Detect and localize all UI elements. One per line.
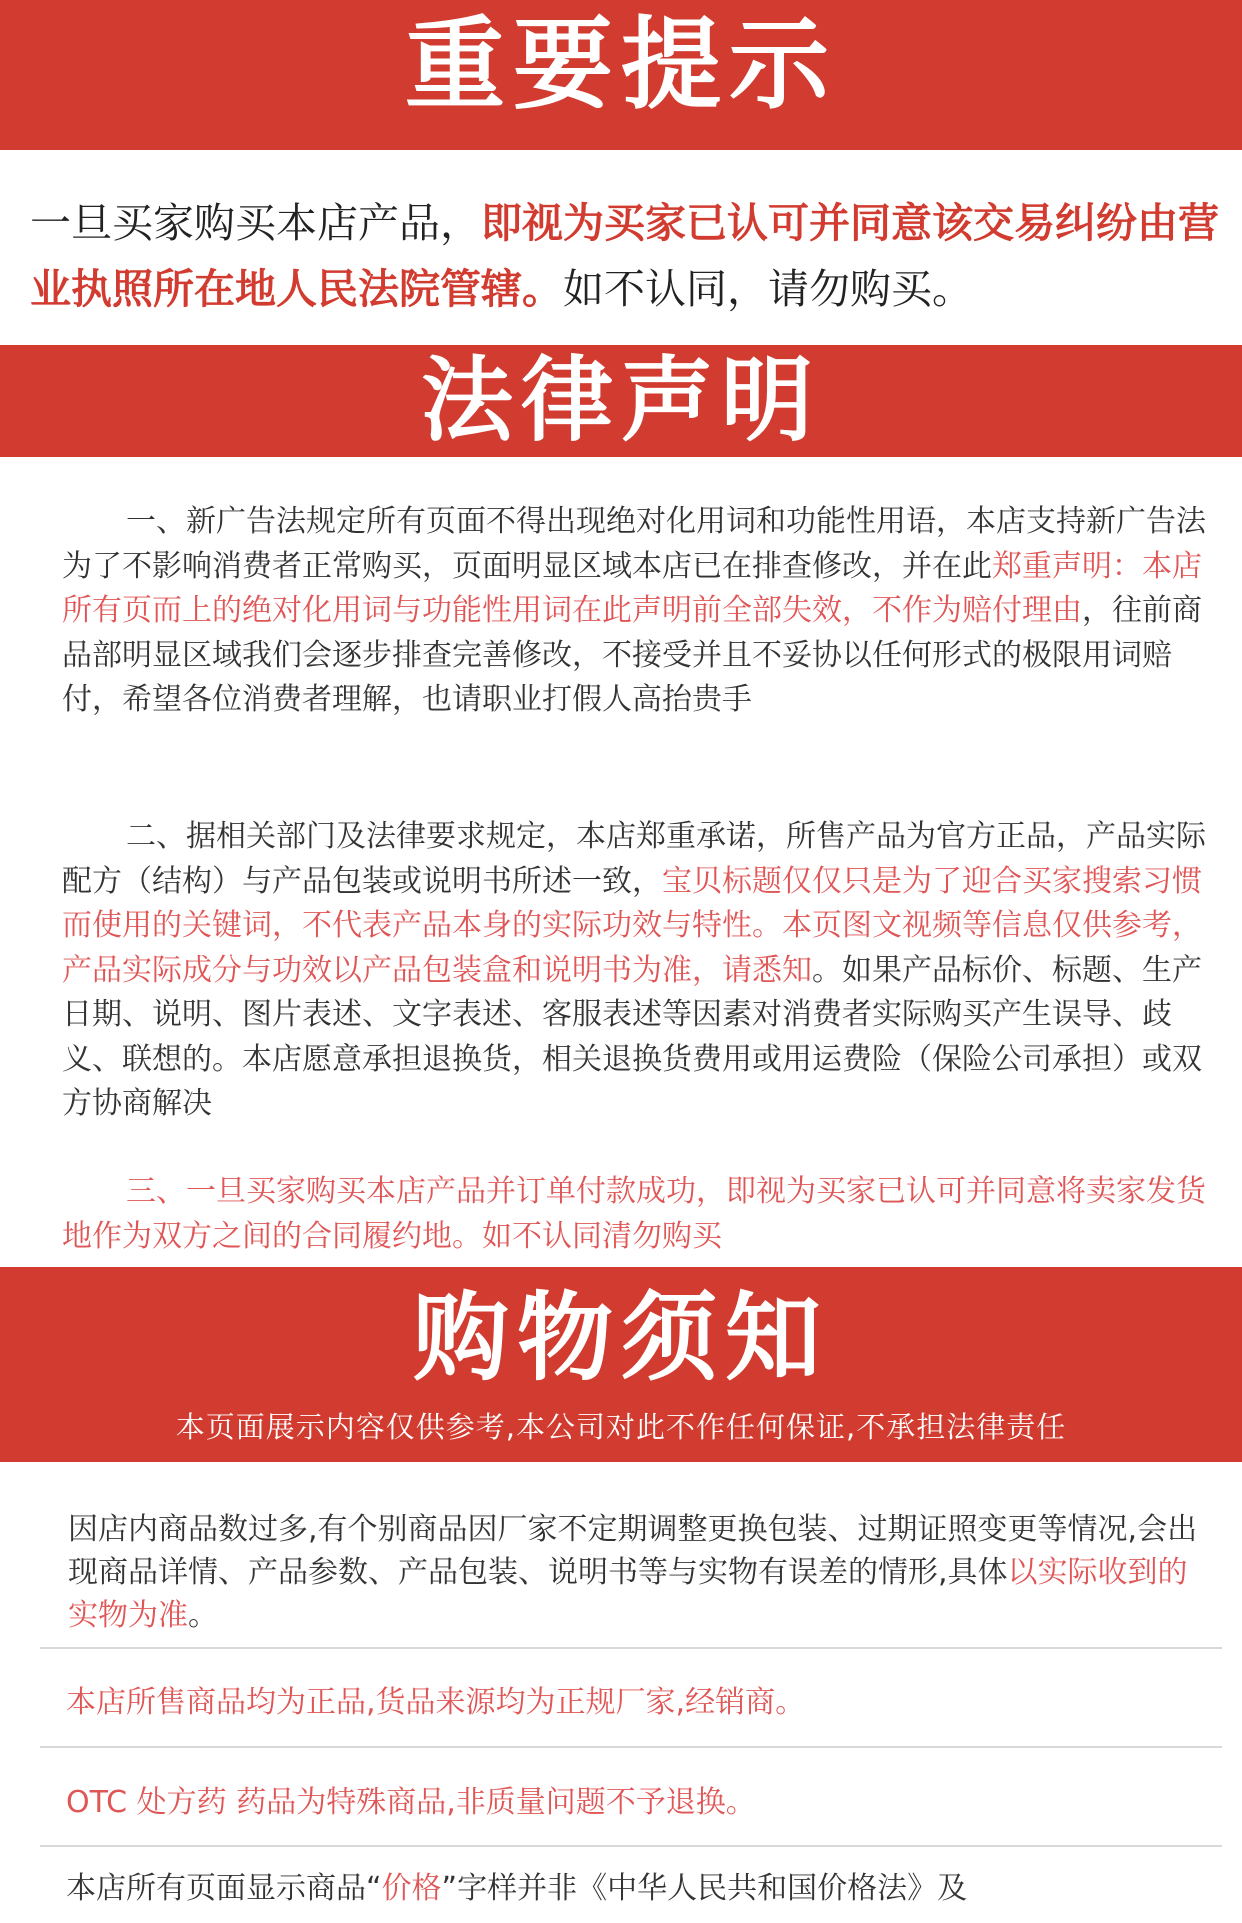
legal-p1-text-c: ，往前商品部明显区域我们会逐步排查完善修改，不接受并且不妥协以任何形式的极限用词赔付，希望各位消费者理解，也请职业打假人高抬贵手 [62, 593, 1202, 717]
otc-return-note: OTC 处方药 药品为特殊商品,非质量问题不予退换。 [66, 1785, 756, 1820]
shopping-s1-text-a: 因店内商品数过多,有个别商品因厂家不定期调整更换包装、过期证照变更等情况,会出现商品详情、产品参数、产品包装、说明书等与实物有误差的情形,具体 [68, 1512, 1198, 1590]
shopping-notice-title: 购物须知 [413, 1282, 829, 1394]
notice-text-1: 一旦买家购买本店产品， [30, 199, 481, 247]
shopping-s1-highlight: 以实际收到的实物为准 [68, 1555, 1188, 1633]
legal-paragraph-1 [62, 500, 1212, 723]
legal-p3-highlight: 一旦买家购买本店产品并订单付款成功，即视为买家已认可并同意将卖家发货地作为双方之间的合同履约地。如不认同清勿购买 [62, 1174, 1206, 1254]
shopping-s1-text-c: 。 [188, 1598, 218, 1633]
legal-p1-highlight: 郑重声明：本店所有页而上的绝对化用词与功能性用词在此声明前全部失效，不作为赔付理由 [62, 548, 1202, 628]
price-note-text-c: ”字样并非《中华人民共和国价格法》及 [441, 1871, 968, 1906]
important-notice-title: 重要提示 [405, 6, 837, 123]
legal-p1-text-a: 一、新广告法规定所有页面不得出现绝对化用词和功能性用语，本店支持新广告法为了不影响消费者正常购买，页面明显区域本店已在排查修改，并在此 [62, 504, 1206, 584]
shopping-notice-subtitle: 本页面展示内容仅供参考,本公司对此不作任何保证,不承担法律责任 [175, 1410, 1067, 1444]
notice-text-2: 如不认同，请勿购买。 [563, 265, 973, 313]
legal-paragraph-3 [62, 1170, 1212, 1259]
price-note-highlight: 价格 [381, 1871, 442, 1906]
legal-statement-title: 法律声明 [420, 347, 821, 454]
jurisdiction-notice [30, 190, 1230, 322]
legal-p2-highlight: 宝贝标题仅仅只是为了迎合买家搜索习惯而使用的关键词，不代表产品本身的实际功效与特性。本页图文视频等信息仅供参考，产品实际成分与功效以产品包装盒和说明书为准，请悉知 [62, 863, 1202, 988]
legal-p2-text-c: 。如果产品标价、标题、生产日期、说明、图片表述、文字表述、客服表述等因素对消费者实际购买产生误导、歧义、联想的。本店愿意承担退换货，相关退换货费用或用运费险（保险公司承担）或双方协商解决 [62, 952, 1202, 1121]
divider-3 [40, 1845, 1222, 1847]
divider-2 [40, 1746, 1222, 1748]
divider-1 [40, 1647, 1222, 1649]
price-note-text-a: 本店所有页面显示商品“ [66, 1871, 382, 1906]
important-notice-banner [0, 0, 1242, 150]
genuine-goods-note: 本店所售商品均为正品,货品来源均为正规厂家,经销商。 [66, 1685, 806, 1720]
legal-statement-banner [0, 345, 1242, 457]
legal-paragraph-2 [62, 815, 1212, 1127]
legal-p2-text-a: 二、据相关部门及法律要求规定，本店郑重承诺，所售产品为官方正品，产品实际配方（结构）与产品包装或说明书所述一致， [62, 819, 1206, 899]
notice-text-highlight: 即视为买家已认可并同意该交易纠纷由营业执照所在地人民法院管辖。 [30, 199, 1219, 313]
shopping-notice-banner [0, 1267, 1242, 1462]
shopping-paragraph-1 [68, 1508, 1208, 1637]
price-note [66, 1868, 1216, 1910]
legal-p3-prefix: 三、 [126, 1174, 186, 1209]
